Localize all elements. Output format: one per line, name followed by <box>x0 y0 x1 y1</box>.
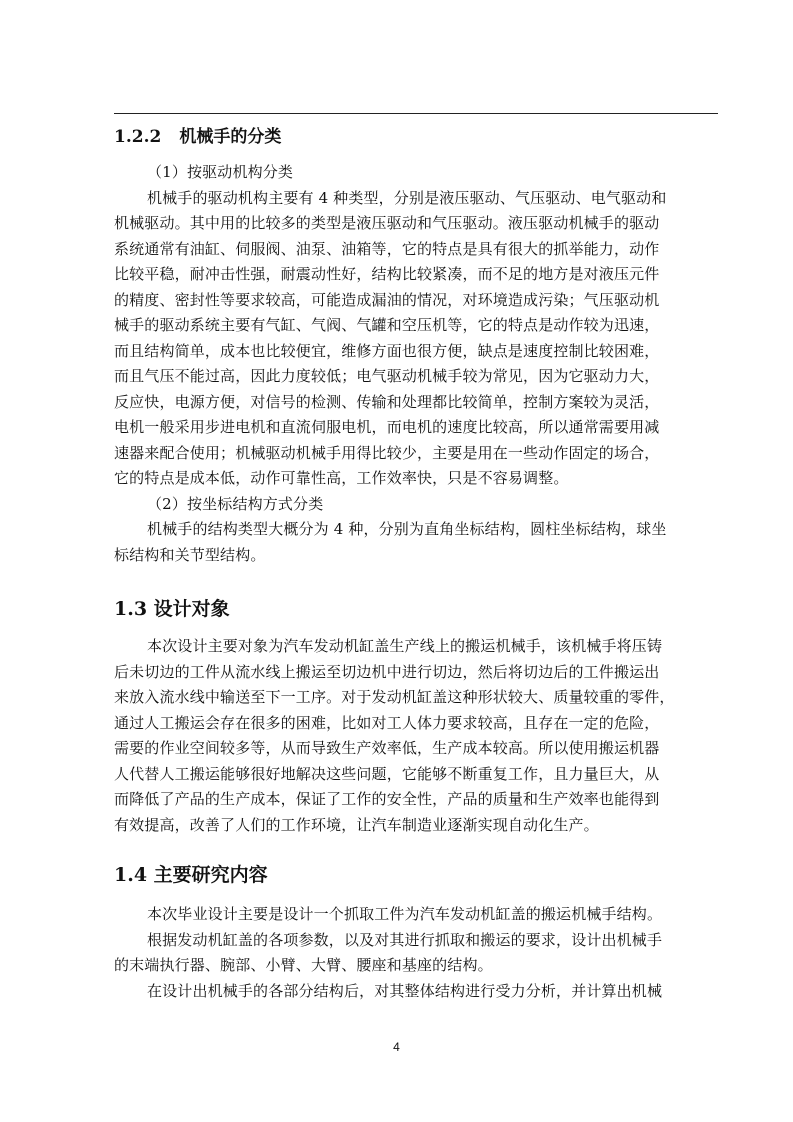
section-heading-1-4: 1.4 主要研究内容 <box>114 864 268 886</box>
section-1-2-2-body <box>114 160 724 568</box>
text-line: 的末端执行器、腕部、小臂、大臂、腰座和基座的结构。 <box>114 956 493 974</box>
text-line: 械手的驱动系统主要有气缸、气阀、气罐和空压机等，它的特点是动作较为迅速， <box>114 316 660 334</box>
text-line: 通过人工搬运会存在很多的困难，比如对工人体力要求较高，且存在一定的危险， <box>114 713 660 732</box>
text-line: 而降低了产品的生产成本，保证了工作的安全性，产品的质量和生产效率也能得到 <box>114 790 660 808</box>
text-line: 的精度、密封性等要求较高，可能造成漏油的情况，对环境造成污染；气压驱动机 <box>114 290 660 309</box>
section-title: 机械手的分类 <box>179 127 282 147</box>
text-line: 需要的作业空间较多等，从而导致生产效率低，生产成本较高。所以使用搬运机器 <box>114 739 660 757</box>
text-line: 机械手的结构类型大概分为 4 种，分别为直角坐标结构，圆柱坐标结构，球坐 <box>147 520 667 538</box>
text-line: 速器来配合使用；机械驱动机械手用得比较少，主要是用在一些动作固定的场合， <box>114 443 660 462</box>
text-line: 而且气压不能过高，因此力度较低；电气驱动机械手较为常见，因为它驱动力大， <box>114 367 660 385</box>
text-line: 标结构和关节型结构。 <box>114 545 266 564</box>
subheading-drive: （1）按驱动机构分类 <box>147 163 294 181</box>
text-line: 机械手的驱动机构主要有 4 种类型，分别是液压驱动、气压驱动、电气驱动和 <box>147 188 667 207</box>
text-line: 反应快，电源方便，对信号的检测、传输和处理都比较简单，控制方案较为灵活， <box>114 392 660 411</box>
text-line: 比较平稳，耐冲击性强，耐震动性好，结构比较紧凑，而不足的地方是对液压元件 <box>114 265 660 283</box>
text-line: 人代替人工搬运能够很好地解决这些问题，它能够不断重复工作，且力量巨大，从 <box>114 764 660 783</box>
text-line: 机械驱动。其中用的比较多的类型是液压驱动和气压驱动。液压驱动机械手的驱动 <box>114 214 660 232</box>
section-number: 1.2.2 <box>114 127 162 147</box>
text-line: 在设计出机械手的各部分结构后，对其整体结构进行受力分析，并计算出机械 <box>147 981 663 1000</box>
text-line: 电机一般采用步进电机和直流伺服电机，而电机的速度比较高，所以通常需要用减 <box>114 418 660 436</box>
text-line: 后未切边的工件从流水线上搬运至切边机中进行切边，然后将切边后的工件搬运出 <box>114 662 660 681</box>
text-line: 来放入流水线中输送至下一工序。对于发动机缸盖这种形状较大、质量较重的零件， <box>114 688 675 706</box>
text-line: 它的特点是成本低，动作可靠性高，工作效率快，只是不容易调整。 <box>114 469 569 487</box>
text-line: 根据发动机缸盖的各项参数，以及对其进行抓取和搬运的要求，设计出机械手 <box>147 930 663 949</box>
page-number: 4 <box>393 1040 400 1054</box>
text-line: 本次设计主要对象为汽车发动机缸盖生产线上的搬运机械手，该机械手将压铸 <box>147 637 663 655</box>
section-1-4-body <box>114 902 724 1004</box>
header-rule <box>114 113 718 114</box>
section-heading-1-3: 1.3 设计对象 <box>114 598 230 620</box>
text-line: 而且结构简单，成本也比较便宜，维修方面也很方便，缺点是速度控制比较困难， <box>114 341 660 360</box>
section-heading-1-2-2 <box>114 122 281 147</box>
text-line: 有效提高，改善了人们的工作环境，让汽车制造业逐渐实现自动化生产。 <box>114 815 599 834</box>
subheading-coordinate: （2）按坐标结构方式分类 <box>147 494 324 513</box>
text-line: 本次毕业设计主要是设计一个抓取工件为汽车发动机缸盖的搬运机械手结构。 <box>147 905 663 923</box>
text-line: 系统通常有油缸、伺服阀、油泵、油箱等，它的特点是具有很大的抓举能力，动作 <box>114 239 660 258</box>
section-1-3-body <box>114 634 724 838</box>
